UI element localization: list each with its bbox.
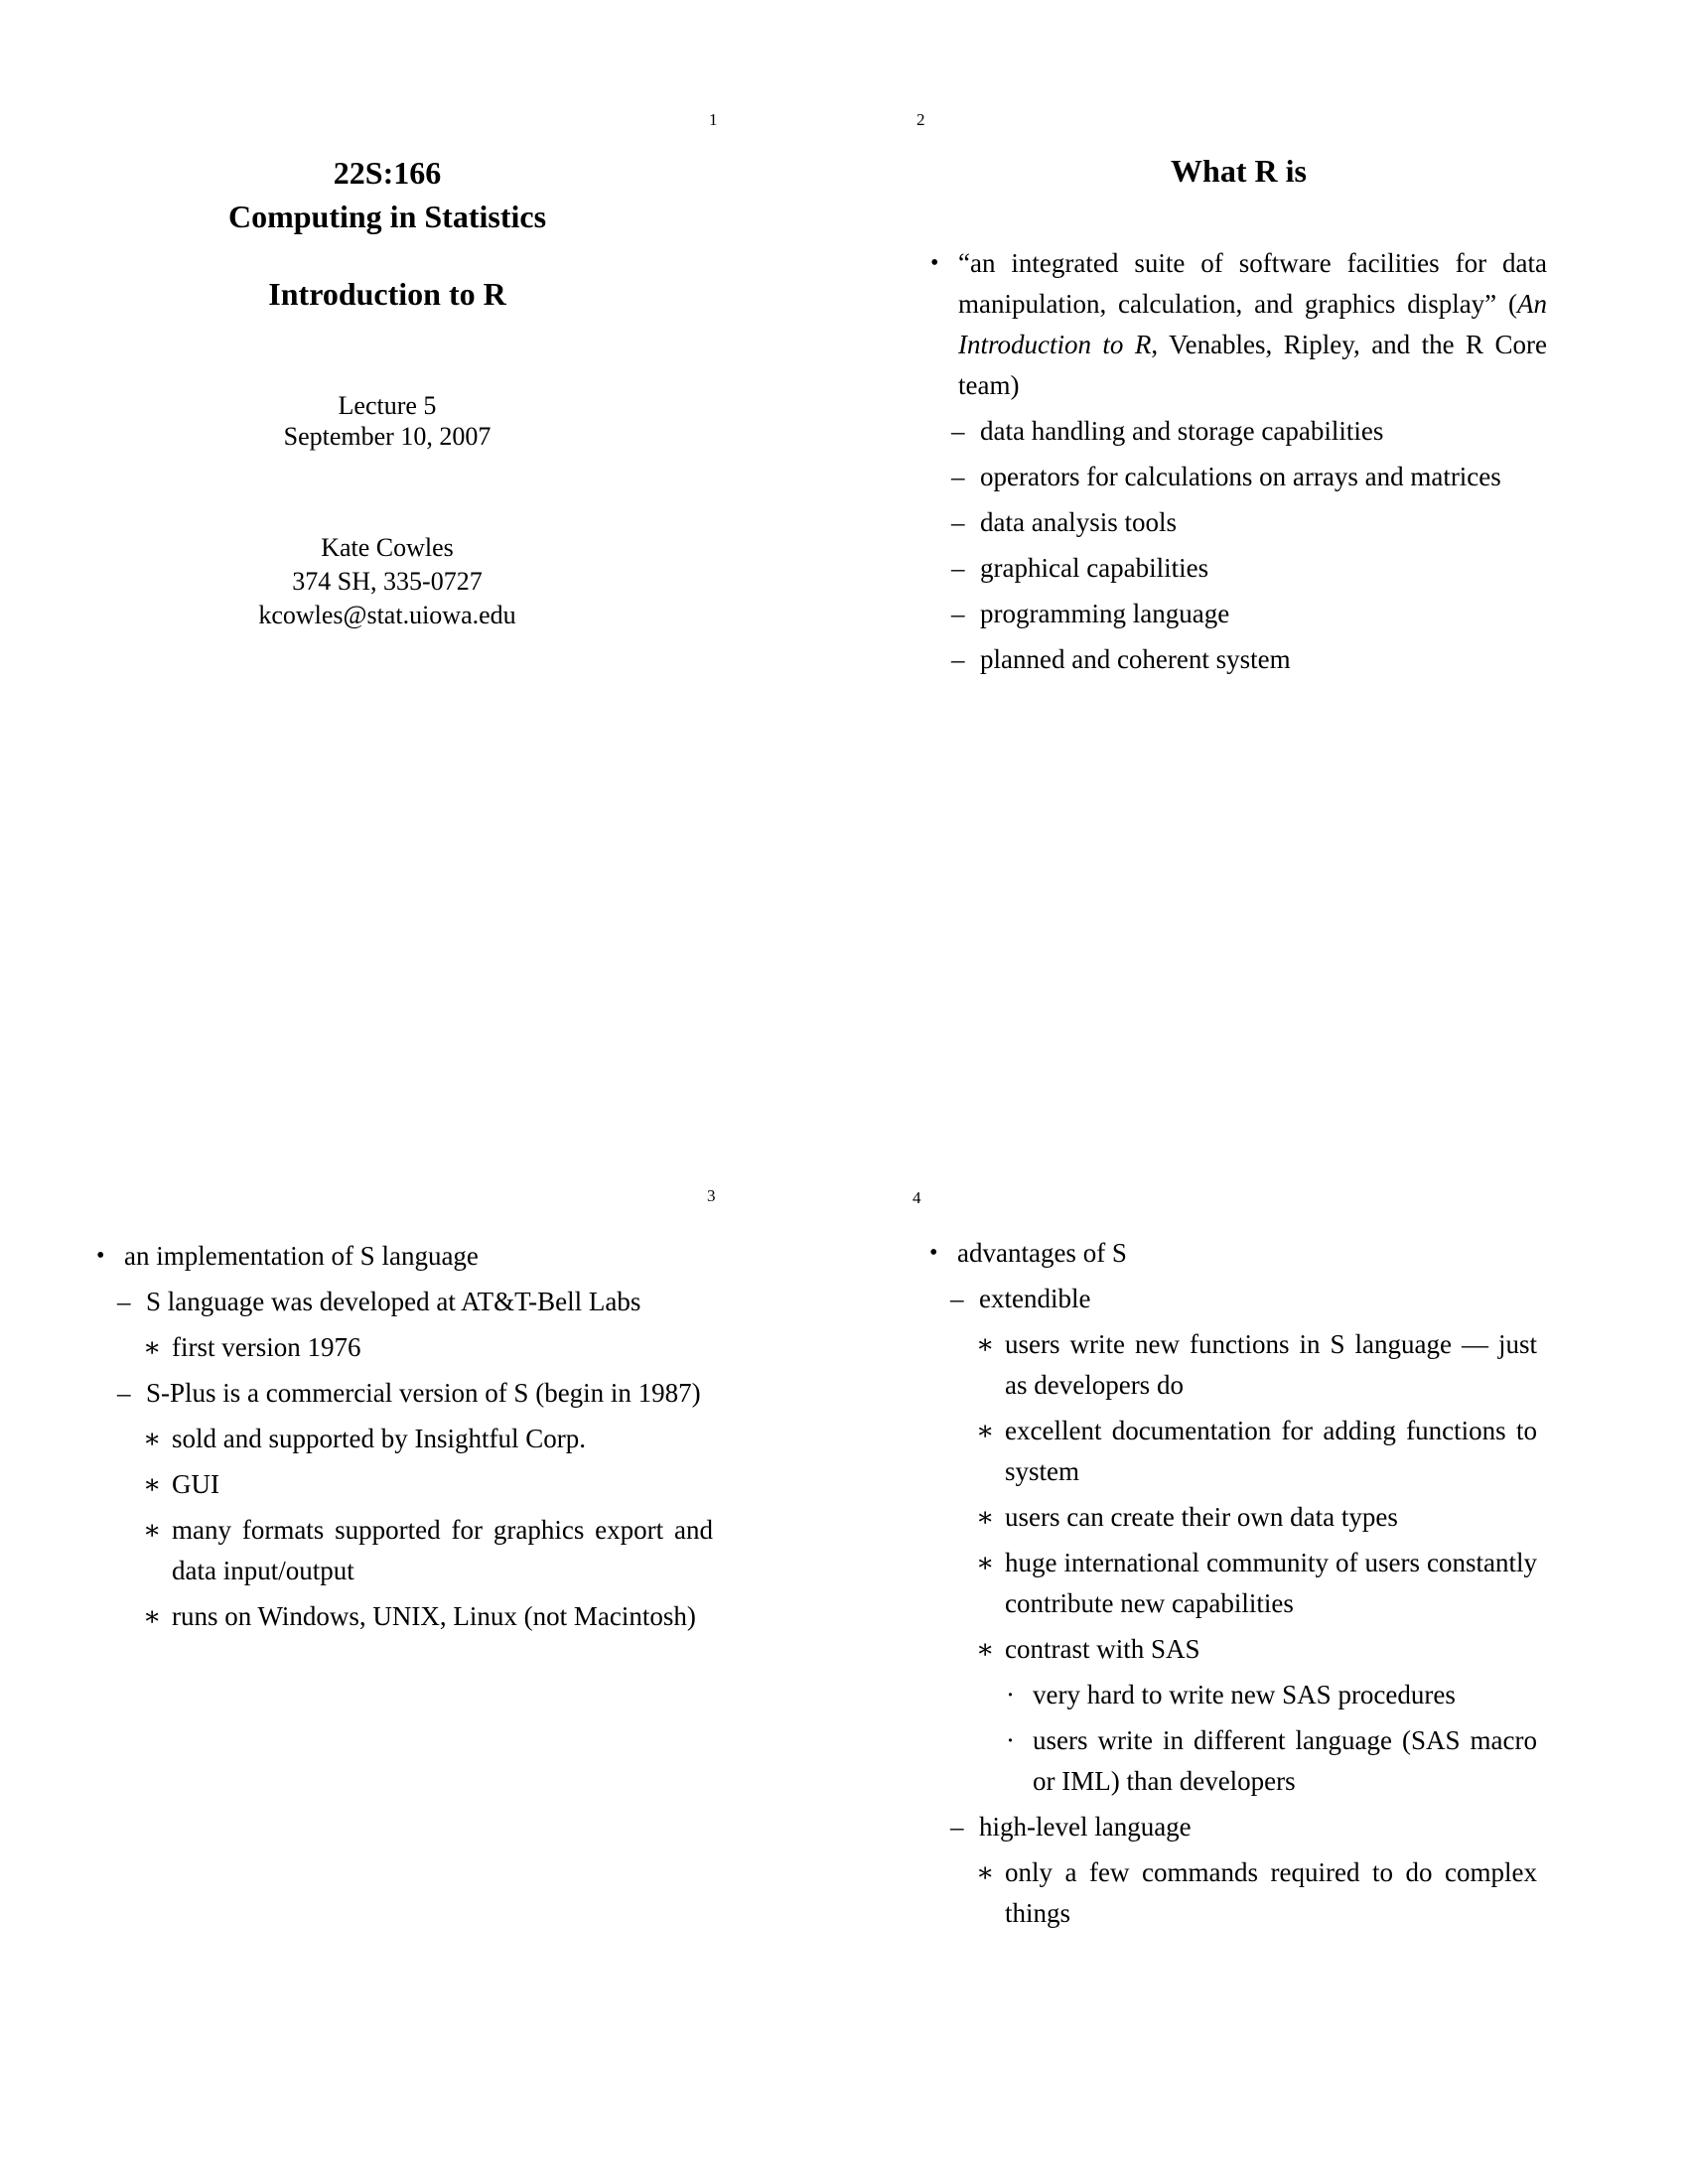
slide-1-title-page bbox=[79, 151, 695, 632]
item-text: excellent documentation for adding functions to system bbox=[1005, 1416, 1537, 1486]
slide-4-advantages-of-s bbox=[929, 1233, 1537, 1934]
item-text: first version 1976 bbox=[172, 1332, 361, 1362]
list-item bbox=[930, 548, 1547, 589]
list-item bbox=[96, 1510, 713, 1591]
asterisk-icon: ∗ bbox=[143, 1469, 162, 1499]
dash-icon: – bbox=[951, 553, 965, 583]
lecture-date: September 10, 2007 bbox=[283, 422, 492, 451]
course-title-block bbox=[79, 151, 695, 238]
dash-icon: – bbox=[951, 599, 965, 628]
asterisk-icon: ∗ bbox=[976, 1548, 995, 1577]
slide-3-list bbox=[96, 1236, 713, 1637]
list-item bbox=[929, 1233, 1537, 1274]
list-item bbox=[929, 1411, 1537, 1492]
list-item bbox=[96, 1464, 713, 1505]
author-block bbox=[79, 531, 695, 632]
item-text: extendible bbox=[979, 1284, 1091, 1313]
page-number-2: 2 bbox=[916, 110, 925, 129]
slide-3-s-implementation bbox=[96, 1236, 713, 1637]
item-text: users can create their own data types bbox=[1005, 1502, 1398, 1532]
list-item bbox=[930, 457, 1547, 497]
author-email: kcowles@stat.uiowa.edu bbox=[258, 601, 516, 629]
dash-icon: – bbox=[951, 507, 965, 537]
list-item bbox=[929, 1720, 1537, 1802]
list-item bbox=[930, 639, 1547, 680]
dash-icon: – bbox=[950, 1812, 964, 1842]
item-text: contrast with SAS bbox=[1005, 1634, 1200, 1664]
dash-icon: – bbox=[951, 462, 965, 491]
asterisk-icon: ∗ bbox=[143, 1515, 162, 1545]
item-text: high-level language bbox=[979, 1812, 1192, 1842]
list-item bbox=[96, 1236, 713, 1277]
item-text: advantages of S bbox=[957, 1238, 1127, 1268]
author-office-phone: 374 SH, 335-0727 bbox=[292, 567, 483, 596]
list-item bbox=[929, 1497, 1537, 1538]
page-number-4: 4 bbox=[913, 1188, 921, 1207]
list-item bbox=[929, 1543, 1537, 1624]
item-text: GUI bbox=[172, 1469, 219, 1499]
dot-icon: · bbox=[1006, 1725, 1015, 1755]
asterisk-icon: ∗ bbox=[976, 1634, 995, 1664]
list-item bbox=[929, 1324, 1537, 1406]
item-text: data analysis tools bbox=[980, 507, 1177, 537]
lecture-title: Introduction to R bbox=[268, 276, 506, 312]
asterisk-icon: ∗ bbox=[976, 1502, 995, 1532]
list-item bbox=[96, 1327, 713, 1368]
item-text: huge international community of users constantly contribute new capabilities bbox=[1005, 1548, 1537, 1618]
dash-icon: – bbox=[117, 1287, 131, 1316]
item-text: planned and coherent system bbox=[980, 644, 1291, 674]
slide-2-title: What R is bbox=[1171, 153, 1307, 189]
bullet-icon: • bbox=[930, 250, 939, 276]
course-id: 22S:166 bbox=[333, 155, 442, 191]
item-text: very hard to write new SAS procedures bbox=[1033, 1680, 1456, 1709]
dash-icon: – bbox=[951, 416, 965, 446]
dot-icon: · bbox=[1006, 1680, 1015, 1709]
asterisk-icon: ∗ bbox=[143, 1601, 162, 1631]
list-item bbox=[96, 1282, 713, 1322]
list-item bbox=[930, 502, 1547, 543]
dash-icon: – bbox=[950, 1284, 964, 1313]
course-name: Computing in Statistics bbox=[227, 199, 547, 234]
asterisk-icon: ∗ bbox=[143, 1332, 162, 1362]
dash-icon: – bbox=[117, 1378, 131, 1408]
item-text: graphical capabilities bbox=[980, 553, 1209, 583]
list-item bbox=[930, 411, 1547, 452]
asterisk-icon: ∗ bbox=[976, 1857, 995, 1887]
item-text: users write in different language (SAS macro or IML) than developers bbox=[1033, 1725, 1537, 1796]
item-text: S language was developed at AT&T-Bell Labs bbox=[146, 1287, 641, 1316]
author-name: Kate Cowles bbox=[321, 533, 454, 562]
slide-4-list bbox=[929, 1233, 1537, 1934]
item-text: runs on Windows, UNIX, Linux (not Macintosh) bbox=[172, 1601, 696, 1631]
item-text: operators for calculations on arrays and matrices bbox=[980, 462, 1501, 491]
asterisk-icon: ∗ bbox=[976, 1416, 995, 1445]
list-item bbox=[930, 594, 1547, 634]
bullet-icon: • bbox=[96, 1243, 105, 1269]
lecture-number: Lecture 5 bbox=[338, 391, 437, 420]
item-text: many formats supported for graphics export and data input/output bbox=[172, 1515, 713, 1585]
asterisk-icon: ∗ bbox=[143, 1424, 162, 1453]
page-number-1: 1 bbox=[709, 110, 718, 129]
list-item bbox=[930, 243, 1547, 406]
item-text: only a few commands required to do complex things bbox=[1005, 1857, 1537, 1928]
dash-icon: – bbox=[951, 644, 965, 674]
asterisk-icon: ∗ bbox=[976, 1329, 995, 1359]
item-text: S-Plus is a commercial version of S (begin in 1987) bbox=[146, 1378, 701, 1408]
list-item bbox=[96, 1419, 713, 1459]
item-text: sold and supported by Insightful Corp. bbox=[172, 1424, 586, 1453]
list-item bbox=[929, 1629, 1537, 1670]
page-number-3: 3 bbox=[707, 1186, 716, 1205]
item-text: users write new functions in S language — just as developers do bbox=[1005, 1329, 1537, 1400]
list-item bbox=[96, 1596, 713, 1637]
list-item bbox=[929, 1852, 1537, 1934]
item-text: data handling and storage capabilities bbox=[980, 416, 1384, 446]
item-text: programming language bbox=[980, 599, 1230, 628]
list-item bbox=[929, 1279, 1537, 1319]
slide-2-list bbox=[930, 243, 1547, 680]
list-item bbox=[929, 1675, 1537, 1715]
list-item bbox=[929, 1807, 1537, 1847]
item-text: “an integrated suite of software facilities for data manipulation, calculation, and graphics display” (An Introduction to R, Venables, Ripley, and the R Core team) bbox=[958, 248, 1547, 400]
lecture-info-block bbox=[79, 390, 695, 452]
slide-2-what-r-is bbox=[930, 151, 1547, 680]
item-text: an implementation of S language bbox=[124, 1241, 479, 1271]
list-item bbox=[96, 1373, 713, 1414]
bullet-icon: • bbox=[929, 1240, 938, 1266]
